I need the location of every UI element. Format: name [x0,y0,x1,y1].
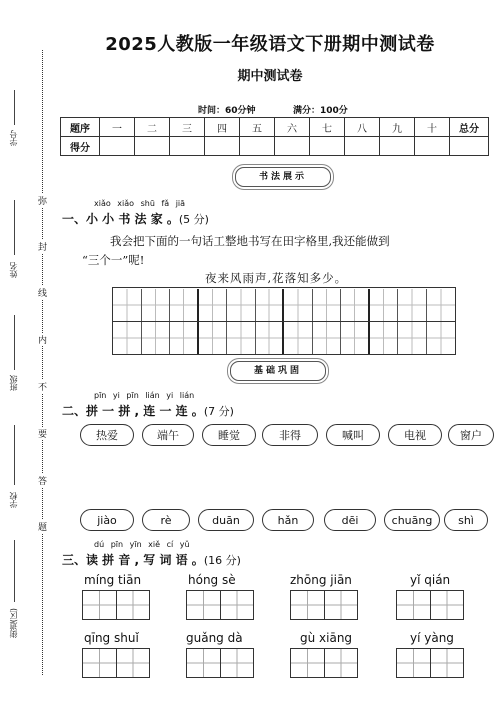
calligraphy-cell[interactable] [284,322,313,354]
score-table-header: 题序 [61,118,100,137]
answer-cell[interactable] [397,649,431,677]
section-banner-basics: 基础巩固 [230,361,326,381]
score-cell[interactable] [345,137,380,156]
calligraphy-cell[interactable] [256,322,285,354]
section2-heading [62,402,234,419]
answer-cell[interactable] [431,591,464,619]
binding-label-student-id: 学号 [9,130,18,146]
answer-grid[interactable] [396,590,464,620]
answer-cell[interactable] [291,591,325,619]
binding-blank-line [14,315,15,370]
score-table-header: 二 [135,118,170,137]
score-table [60,117,489,156]
calligraphy-cell[interactable] [256,289,285,321]
calligraphy-cell[interactable] [313,289,342,321]
answer-cell[interactable] [431,649,464,677]
score-row-label: 得分 [61,137,100,156]
answer-grid[interactable] [290,648,358,678]
word-cloud[interactable]: 窗户 [448,424,494,446]
calligraphy-cell[interactable] [284,289,313,321]
answer-cell[interactable] [325,649,358,677]
calligraphy-cell[interactable] [341,322,370,354]
exam-subtitle: 期中测试卷 [237,69,303,84]
binding-char: 内 [37,333,48,346]
binding-label-district: 街道(区) [9,608,18,639]
calligraphy-grid-row [113,321,455,354]
score-table-score-row [61,137,489,156]
word-cloud[interactable]: 电视 [388,424,442,446]
calligraphy-cell[interactable] [170,322,199,354]
section2-heading-text: 二、拼 一 拼 , 连 一 连 。 [62,404,204,418]
binding-char: 不 [37,380,48,393]
section-banner-calligraphy: 书法展示 [235,167,331,187]
binding-char: 线 [37,286,48,299]
calligraphy-cell[interactable] [370,289,399,321]
section1-points: (5 分) [178,213,209,226]
pinyin-bubble[interactable]: rè [142,509,190,531]
section3-pinyin: dú pīn yīn xiě cí yǔ [94,540,190,549]
pinyin-prompt: hóng sè [188,573,236,587]
pinyin-bubble[interactable]: hǎn [262,509,314,531]
binding-blank-line [14,90,15,125]
pinyin-prompt: yǐ qián [410,573,451,587]
pinyin-prompt: guǎng dà [186,631,243,645]
pinyin-prompt: zhōng jiān [290,573,352,587]
score-cell[interactable] [275,137,310,156]
binding-label-class: 班级 [9,375,18,391]
binding-dotted-line [42,50,43,675]
calligraphy-cell[interactable] [199,322,228,354]
calligraphy-cell[interactable] [142,322,171,354]
calligraphy-cell[interactable] [427,322,456,354]
section3-points: (16 分) [203,554,241,567]
exam-title: 2025人教版一年级语文下册期中测试卷 [105,34,435,55]
pinyin-prompt: yí yàng [410,631,454,645]
word-cloud[interactable]: 端午 [142,424,194,446]
score-table-header: 九 [380,118,415,137]
exam-full-score: 满分：100分 [293,106,348,116]
binding-char: 要 [37,427,48,440]
score-cell[interactable] [380,137,415,156]
answer-cell[interactable] [325,591,358,619]
binding-char: 题 [37,520,48,533]
calligraphy-grid-row [113,289,455,321]
section1-instruction-line2: “三个一”呢! [82,253,145,267]
word-cloud[interactable]: 睡觉 [202,424,256,446]
calligraphy-grid[interactable] [112,287,456,355]
section3-heading [62,551,241,568]
binding-blank-line [14,200,15,255]
calligraphy-cell[interactable] [170,289,199,321]
section2-points: (7 分) [203,405,234,418]
answer-cell[interactable] [83,591,117,619]
pinyin-bubble[interactable]: jiào [80,509,134,531]
score-cell[interactable] [170,137,205,156]
binding-label-school: 学校 [9,492,18,508]
section1-instruction-line1: 我会把下面的一句话工整地书写在田字格里,我还能做到 [110,234,390,248]
binding-label-name: 姓名 [9,262,18,278]
calligraphy-cell[interactable] [398,322,427,354]
answer-grid[interactable] [396,648,464,678]
answer-cell[interactable] [221,649,254,677]
calligraphy-cell[interactable] [113,289,142,321]
score-table-header: 总分 [450,118,489,137]
answer-grid[interactable] [82,648,150,678]
answer-grid[interactable] [186,648,254,678]
section1-pinyin: xiǎo xiǎo shū fǎ jiā [94,199,186,208]
score-table-header: 三 [170,118,205,137]
answer-cell[interactable] [83,649,117,677]
calligraphy-cell[interactable] [398,289,427,321]
binding-blank-line [14,540,15,602]
answer-cell[interactable] [117,649,150,677]
answer-grid[interactable] [186,590,254,620]
section1-heading [62,210,209,227]
score-cell[interactable] [240,137,275,156]
answer-grid[interactable] [290,590,358,620]
score-table-header: 五 [240,118,275,137]
binding-char: 封 [37,240,48,253]
calligraphy-cell[interactable] [313,322,342,354]
calligraphy-cell[interactable] [341,289,370,321]
score-table-header: 八 [345,118,380,137]
score-table-header-row [61,118,489,137]
pinyin-bubble[interactable]: shì [444,509,488,531]
word-cloud[interactable]: 喊叫 [326,424,380,446]
pinyin-prompt: qīng shuǐ [84,631,139,645]
score-table-header: 十 [415,118,450,137]
score-table-header: 一 [100,118,135,137]
answer-cell[interactable] [117,591,150,619]
score-table-header: 六 [275,118,310,137]
calligraphy-cell[interactable] [199,289,228,321]
section1-heading-text: 一、小 小 书 法 家 。 [62,212,179,226]
score-table-header: 七 [310,118,345,137]
calligraphy-cell[interactable] [113,322,142,354]
section3-heading-text: 三、读 拼 音 , 写 词 语 。 [62,553,204,567]
score-table-header: 四 [205,118,240,137]
score-cell[interactable] [450,137,489,156]
calligraphy-cell[interactable] [370,322,399,354]
answer-cell[interactable] [187,591,221,619]
score-cell[interactable] [100,137,135,156]
answer-cell[interactable] [187,649,221,677]
answer-cell[interactable] [291,649,325,677]
answer-grid[interactable] [82,590,150,620]
section1-sentence: 夜来风雨声,花落知多少。 [205,271,348,285]
exam-time: 时间：60分钟 [198,106,256,116]
word-cloud[interactable]: 热爱 [80,424,134,446]
pinyin-prompt: míng tiān [84,573,142,587]
score-cell[interactable] [135,137,170,156]
score-cell[interactable] [205,137,240,156]
pinyin-bubble[interactable]: duān [198,509,254,531]
binding-blank-line [14,425,15,485]
calligraphy-cell[interactable] [227,289,256,321]
binding-char: 答 [37,474,48,487]
score-cell[interactable] [415,137,450,156]
pinyin-bubble[interactable]: chuāng [384,509,440,531]
calligraphy-cell[interactable] [427,289,456,321]
pinyin-prompt: gù xiāng [300,631,353,645]
answer-cell[interactable] [221,591,254,619]
word-cloud[interactable]: 非得 [262,424,318,446]
score-cell[interactable] [310,137,345,156]
answer-cell[interactable] [397,591,431,619]
section2-pinyin: pīn yi pīn lián yi lián [94,391,195,400]
pinyin-bubble[interactable]: dēi [324,509,376,531]
binding-char: 弥 [37,194,48,207]
calligraphy-cell[interactable] [142,289,171,321]
calligraphy-cell[interactable] [227,322,256,354]
